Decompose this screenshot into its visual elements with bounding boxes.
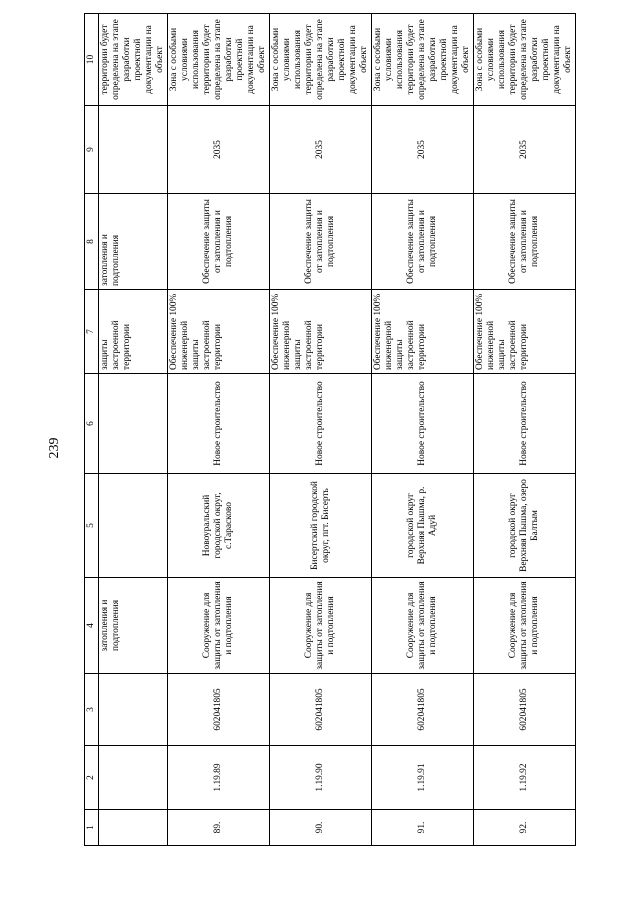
cell-name: Сооружение для защиты от затопления и подтопления [474,578,576,674]
cell-purpose-cont: затопления и подтопления [99,194,168,290]
cell-name-cont: затопления и подтопления [99,578,168,674]
cell-purpose: Обеспечение защиты от затопления и подтопления [270,194,372,290]
page-number: 239 [47,437,62,459]
table-row [474,14,576,846]
cell-code: 1.19.92 [474,746,576,810]
cell-status: Новое строительство [372,374,474,474]
cell-okof: 602041805 [474,674,576,746]
cell-location: Бисертский городской округ, пгт. Бисерть [270,474,372,578]
cell-name: Сооружение для защиты от затопления и подтопления [168,578,270,674]
header-cell: 3 [85,674,99,746]
header-cell: 10 [85,14,99,106]
cell-num: 90. [270,810,372,846]
cell-location: Новоуральский городской округ, с.Тарасково [168,474,270,578]
cell-location: городской округ Верхняя Пышма, р. Адуй [372,474,474,578]
header-cell: 8 [85,194,99,290]
cell-purpose: Обеспечение защиты от затопления и подтопления [168,194,270,290]
cell-zone: Зона с особыми условиями использования территории будет определена на этапе разработки проектной документации на объект [168,14,270,106]
cell [99,810,168,846]
cell-name: Сооружение для защиты от затопления и подтопления [372,578,474,674]
cell-purpose: Обеспечение защиты от затопления и подтопления [372,194,474,290]
cell-num: 92. [474,810,576,846]
cell-okof: 602041805 [372,674,474,746]
header-row [85,14,99,846]
objects-table [84,13,576,846]
cell-year: 2035 [270,106,372,194]
header-cell: 9 [85,106,99,194]
cell-zone: Зона с особыми условиями использования территории будет определена на этапе разработки проектной документации на объект [372,14,474,106]
cell-location: городской округ Верхняя Пышма, озеро Балтым [474,474,576,578]
cell [99,374,168,474]
cell-zone: Зона с особыми условиями использования территории будет определена на этапе разработки проектной документации на объект [474,14,576,106]
table-row [270,14,372,846]
cell-okof: 602041805 [168,674,270,746]
cell-purpose: Обеспечение защиты от затопления и подтопления [474,194,576,290]
cell [99,674,168,746]
cell-characteristic: Обеспечение 100% инженерной защиты застроенной территории [474,290,576,374]
cell-year: 2035 [372,106,474,194]
header-cell: 4 [85,578,99,674]
cell-zone: Зона с особыми условиями использования территории будет определена на этапе разработки проектной документации на объект [270,14,372,106]
continuation-row [99,14,168,846]
cell [99,746,168,810]
cell-status: Новое строительство [270,374,372,474]
cell-name: Сооружение для защиты от затопления и подтопления [270,578,372,674]
cell-status: Новое строительство [474,374,576,474]
cell [99,474,168,578]
table-row [168,14,270,846]
cell-characteristic-cont: защиты застроенной территории [99,290,168,374]
cell-characteristic: Обеспечение 100% инженерной защиты застроенной территории [168,290,270,374]
cell-code: 1.19.91 [372,746,474,810]
header-cell: 5 [85,474,99,578]
table-wrapper [84,14,573,846]
cell-characteristic: Обеспечение 100% инженерной защиты застроенной территории [270,290,372,374]
table-row [372,14,474,846]
cell [99,106,168,194]
cell-num: 89. [168,810,270,846]
cell-year: 2035 [168,106,270,194]
cell-zone-cont: территории будет определена на этапе разработки проектной документации на объект [99,14,168,106]
header-cell: 1 [85,810,99,846]
cell-characteristic: Обеспечение 100% инженерной защиты застроенной территории [372,290,474,374]
cell-status: Новое строительство [168,374,270,474]
cell-code: 1.19.89 [168,746,270,810]
header-cell: 2 [85,746,99,810]
header-cell: 6 [85,374,99,474]
cell-code: 1.19.90 [270,746,372,810]
cell-num: 91. [372,810,474,846]
header-cell: 7 [85,290,99,374]
cell-year: 2035 [474,106,576,194]
cell-okof: 602041805 [270,674,372,746]
